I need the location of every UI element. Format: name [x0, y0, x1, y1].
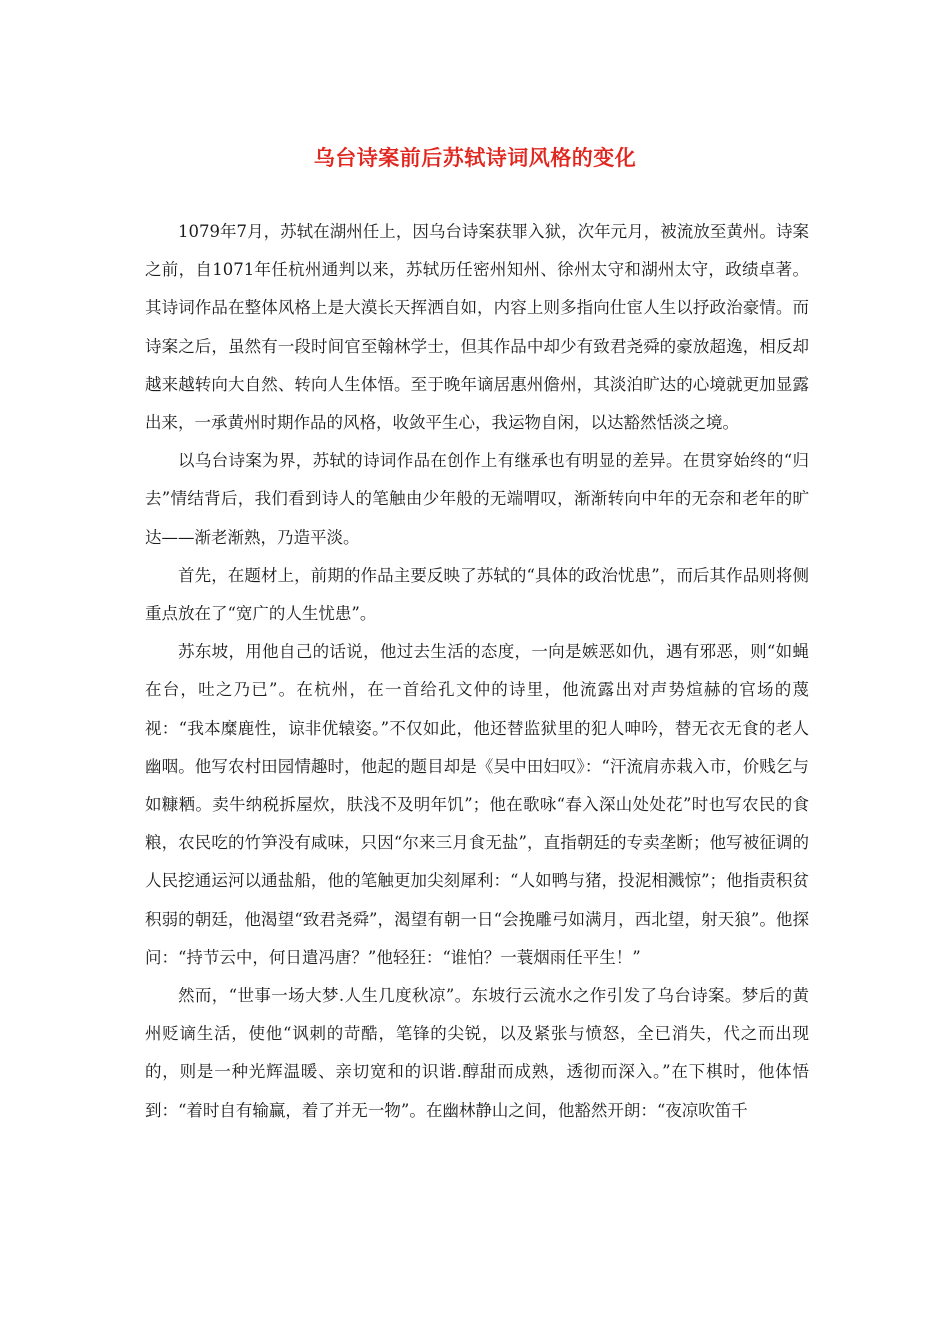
paragraph-4: 苏东坡，用他自己的话说，他过去生活的态度，一向是嫉恶如仇，遇有邪恶，则“如蝇在台，吐之乃已”。在杭州，在一首给孔文仲的诗里，他流露出对声势煊赫的官场的蔑视：“我本糜鹿性，谅非优辕姿。”不仅如此，他还替监狱里的犯人呻吟，替无衣无食的老人幽咽。他写农村田园情趣时，他起的题目却是《吴中田妇叹》：“汗流肩赤栽入市，价贱乞与如糠粞。卖牛纳税拆屋炊，肤浅不及明年饥”；他在歌咏“春入深山处处花”时也写农民的食粮，农民吃的竹笋没有咸味，只因“尔来三月食无盐”，直指朝廷的专卖垄断；他写被征调的人民挖通运河以通盐船，他的笔触更加尖刻犀利：“人如鸭与猪，投泥相溅惊”；他指责积贫积弱的朝廷，他渴望“致君尧舜”，渴望有朝一日“会挽雕弓如满月，西北望，射天狼”。他探问：“持节云中，何日遣冯唐？”他轻狂：“谁怕？一蓑烟雨任平生！”: [145, 642, 809, 967]
document-body: [145, 213, 809, 1130]
paragraph-5: 然而，“世事一场大梦.人生几度秋凉”。东坡行云流水之作引发了乌台诗案。梦后的黄州贬谪生活，使他“讽刺的苛酷，笔锋的尖锐，以及紧张与愤怒，全已消失，代之而出现的，则是一种光辉温暖、亲切宽和的识谐.醇甜而成熟，透彻而深入。”在下棋时，他体悟到：“着时自有输赢，着了并无一物”。在幽林静山之间，他豁然开朗：“夜凉吹笛千: [145, 986, 809, 1120]
paragraph-1: 1079年7月，苏轼在湖州任上，因乌台诗案获罪入狱，次年元月，被流放至黄州。诗案之前，自1071年任杭州通判以来，苏轼历任密州知州、徐州太守和湖州太守，政绩卓著。其诗词作品在整体风格上是大漠长天挥洒自如，内容上则多指向仕宦人生以抒政治豪情。而诗案之后，虽然有一段时间官至翰林学士，但其作品中却少有致君尧舜的豪放超逸，相反却越来越转向大自然、转向人生体悟。至于晚年谪居惠州儋州，其淡泊旷达的心境就更加显露出来，一承黄州时期作品的风格，收敛平生心，我运物自闲，以达豁然恬淡之境。: [145, 222, 809, 433]
paragraph-3: 首先，在题材上，前期的作品主要反映了苏轼的“具体的政治忧患”，而后其作品则将侧重点放在了“宽广的人生忧患”。: [145, 565, 809, 624]
paragraph-2: 以乌台诗案为界，苏轼的诗词作品在创作上有继承也有明显的差异。在贯穿始终的“归去”情结背后，我们看到诗人的笔触由少年般的无端喟叹，渐渐转向中年的无奈和老年的旷达——渐老渐熟，乃造平淡。: [145, 451, 809, 547]
document-title: 乌台诗案前后苏轼诗词风格的变化: [313, 146, 637, 170]
